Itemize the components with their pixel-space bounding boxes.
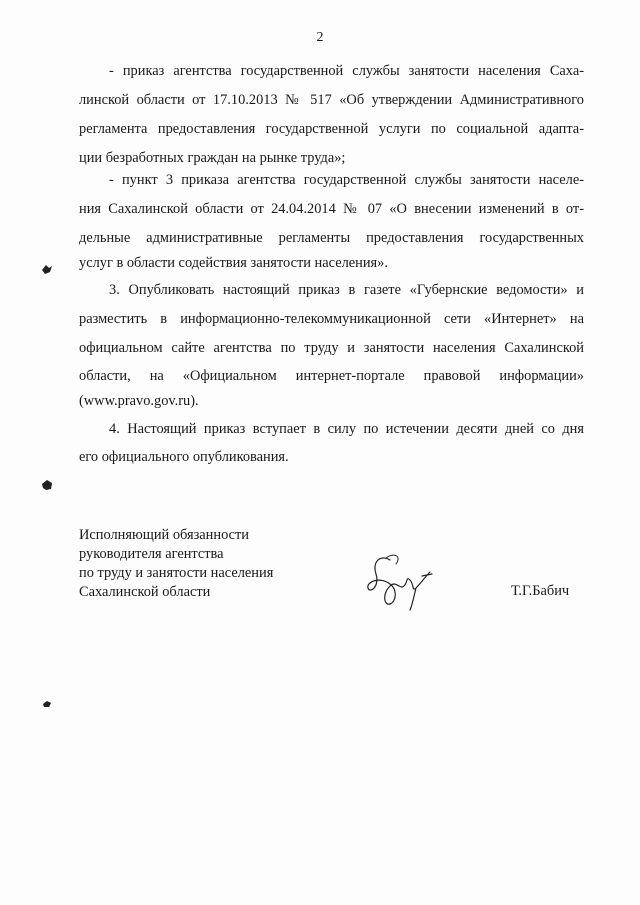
body-line: 3. Опубликовать настоящий приказ в газете «Губернские ведомости» и	[109, 282, 584, 298]
body-line: ния Сахалинской области от 24.04.2014 № 07 «О внесении изменений в от-	[79, 201, 584, 217]
signatory-line: по труду и занятости населения	[79, 565, 274, 581]
signatory-line: Сахалинской области	[79, 584, 211, 600]
body-line: (www.pravo.gov.ru).	[79, 393, 199, 409]
signer-name: Т.Г.Бабич	[511, 583, 570, 599]
body-line: разместить в информационно-телекоммуникационной сети «Интернет» на	[79, 311, 584, 327]
body-line: линской области от 17.10.2013 № 517 «Об утверждении Административного	[79, 92, 584, 108]
body-line: ции безработных граждан на рынке труда»;	[79, 150, 346, 166]
body-line: его официального опубликования.	[79, 449, 289, 465]
handwritten-signature	[360, 546, 440, 616]
body-line: дельные административные регламенты предоставления государственных	[79, 230, 584, 246]
signatory-line: руководителя агентства	[79, 546, 224, 562]
body-line: услуг в области содействия занятости населения».	[79, 255, 388, 271]
body-line: 4. Настоящий приказ вступает в силу по истечении десяти дней со дня	[109, 421, 584, 437]
punch-hole-mark	[40, 697, 54, 711]
body-line: регламента предоставления государственной услуги по социальной адапта-	[79, 121, 584, 137]
body-line: официальном сайте агентства по труду и занятости населения Сахалинской	[79, 340, 584, 356]
signatory-position	[79, 526, 273, 602]
punch-hole-mark	[40, 478, 54, 492]
body-line: - пункт 3 приказа агентства государственной службы занятости населе-	[109, 172, 584, 188]
punch-hole-mark	[40, 262, 54, 276]
signatory-line: Исполняющий обязанности	[79, 527, 250, 543]
body-line: - приказ агентства государственной службы занятости населения Саха-	[109, 63, 584, 79]
body-line: области, на «Официальном интернет-портале правовой информации»	[79, 368, 584, 384]
page-number: 2	[316, 30, 324, 45]
